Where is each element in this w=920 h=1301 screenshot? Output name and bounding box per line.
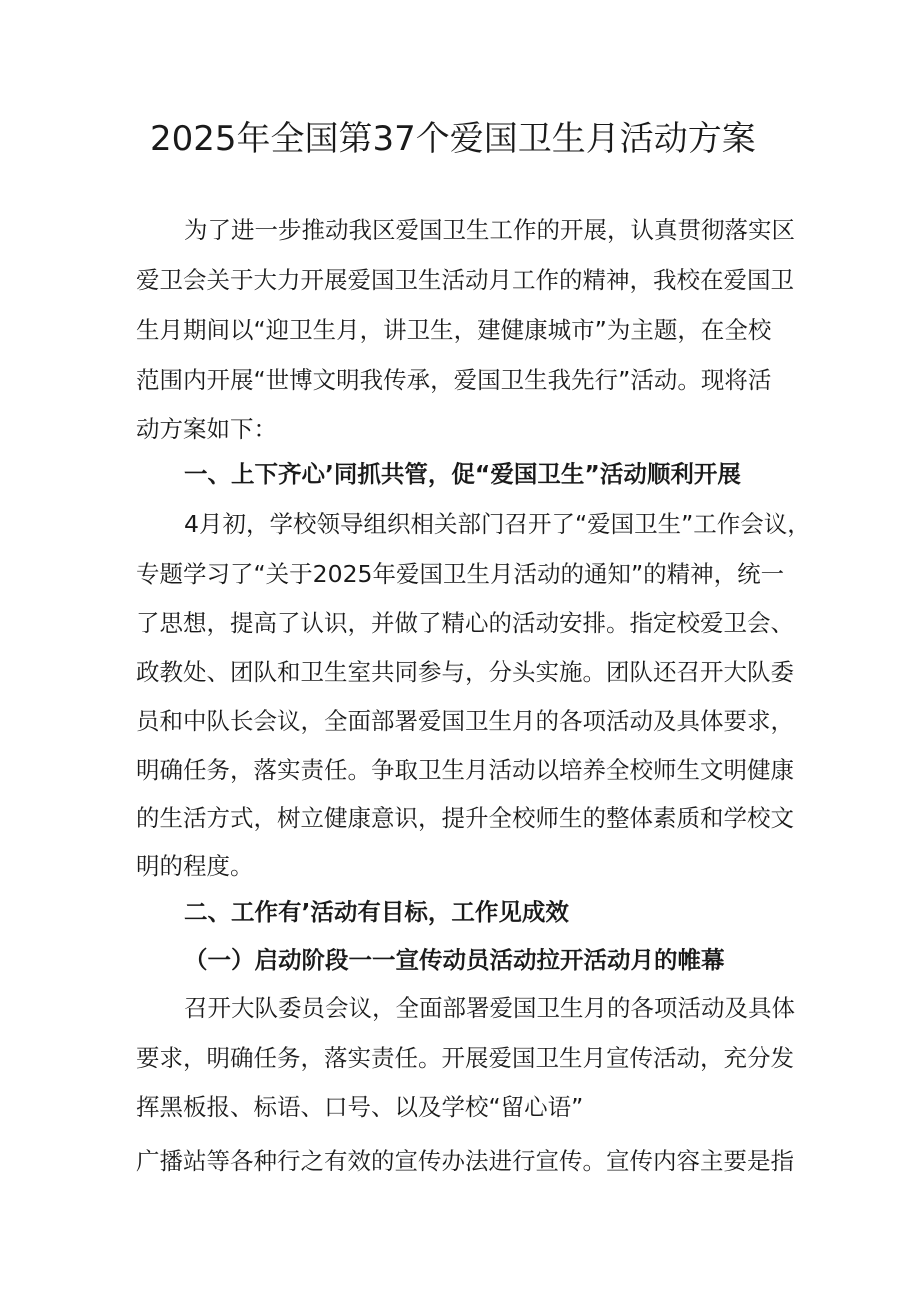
section1-line-8: 明的程度。	[136, 852, 254, 880]
intro-line-1: 为了进一步推动我区爱国卫生工作的开展，认真贯彻落实区	[184, 216, 795, 244]
section1-heading: 一、上下齐心’同抓共管，促“爱国卫生”活动顺利开展	[184, 460, 741, 488]
intro-line-2: 爱卫会关于大力开展爱国卫生活动月工作的精神，我校在爱国卫	[136, 266, 794, 294]
section2-subheading: （一）启动阶段一一宣传动员活动拉开活动月的帷幕	[184, 946, 725, 974]
section1-line-6: 明确任务，落实责任。争取卫生月活动以培养全校师生文明健康	[136, 756, 794, 784]
document-title: 2025年全国第37个爱国卫生月活动方案	[150, 119, 756, 159]
section1-line-3: 了思想，提高了认识，并做了精心的活动安排。指定校爱卫会、	[136, 609, 794, 637]
section1-line-5: 员和中队长会议，全面部署爱国卫生月的各项活动及具体要求，	[136, 707, 794, 735]
section1-line-7: 的生活方式，树立健康意识，提升全校师生的整体素质和学校文	[136, 804, 794, 832]
intro-line-5: 动方案如下：	[136, 415, 277, 443]
section1-line-1: 4月初，学校领导组织相关部门召开了“爱国卫生”工作会议，	[184, 510, 811, 538]
intro-line-4: 范围内开展“世博文明我传承，爱国卫生我先行”活动。现将活	[136, 366, 772, 394]
section2-line-1: 召开大队委员会议，全面部署爱国卫生月的各项活动及具体	[184, 994, 795, 1022]
section1-line-2: 专题学习了“关于2025年爱国卫生月活动的通知”的精神，统一	[136, 560, 785, 588]
section1-line-4: 政教处、团队和卫生室共同参与，分头实施。团队还召开大队委	[136, 658, 794, 686]
section2-line-2: 要求，明确任务，落实责任。开展爱国卫生月宣传活动，充分发	[136, 1044, 794, 1072]
section2-line-3: 挥黑板报、标语、口号、以及学校“留心语”	[136, 1093, 584, 1121]
section2-heading: 二、工作有’活动有目标，工作见成效	[184, 898, 569, 926]
section2-line-4: 广播站等各种行之有效的宣传办法进行宣传。宣传内容主要是指	[136, 1147, 794, 1175]
intro-line-3: 生月期间以“迎卫生月，讲卫生，建健康城市”为主题，在全校	[136, 316, 772, 344]
